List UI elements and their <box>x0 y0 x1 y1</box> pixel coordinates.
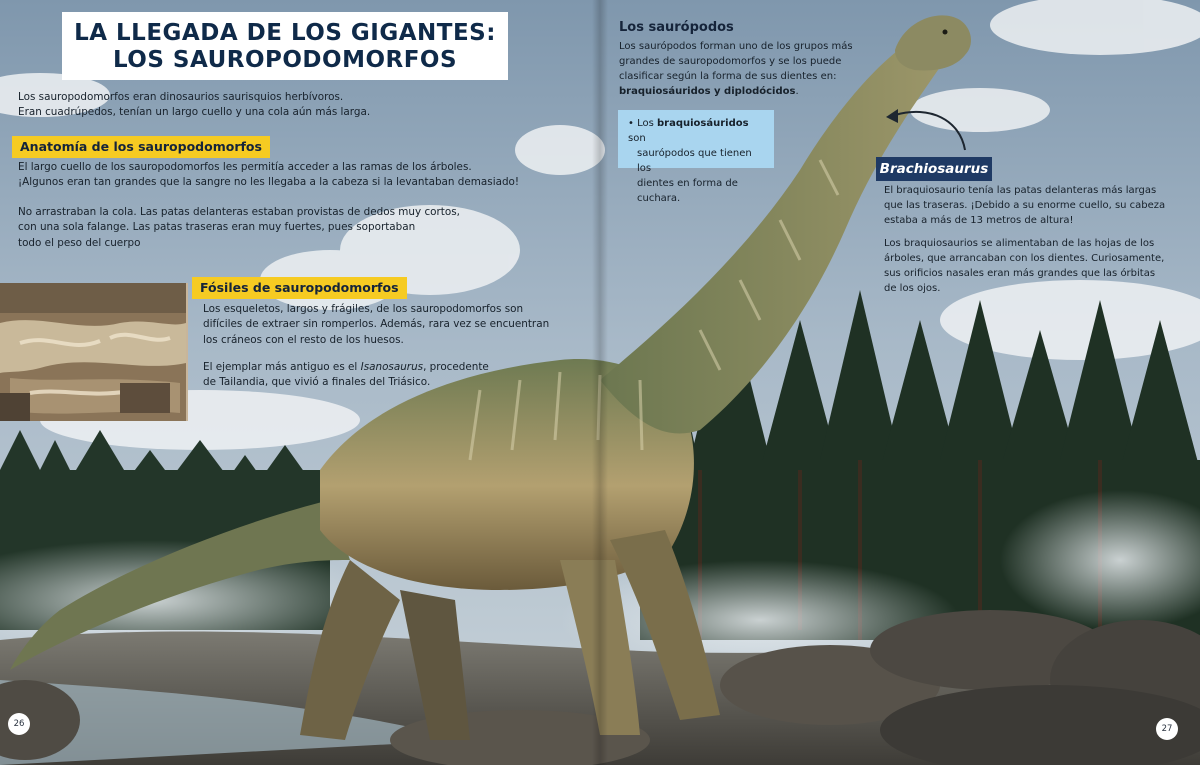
text-span: , procedente <box>423 361 489 373</box>
text-line: estaba a más de 13 metros de altura! <box>884 215 1074 226</box>
text-span: El ejemplar más antiguo es el <box>203 361 361 373</box>
text-span: son <box>628 133 646 144</box>
text-line: saurópodos que tienen los <box>637 148 752 174</box>
anatomy-paragraph-1 <box>18 160 519 191</box>
text-line: Los braquiosaurios se alimentaban de las hojas de los <box>884 238 1155 249</box>
text-line: sus orificios nasales eran más grandes que las órbitas <box>884 268 1156 279</box>
brachio-paragraph-1 <box>884 183 1165 228</box>
text-line: ¡Algunos eran tan grandes que la sangre no les llegaba a la cabeza si la levantaban demasiado! <box>18 176 520 189</box>
page-number-left: 26 <box>8 713 30 735</box>
text-span: • Los <box>628 118 657 129</box>
page-number-right: 27 <box>1156 718 1178 740</box>
text-line: grandes de sauropodomorfos y se los puede <box>619 56 842 67</box>
bold-text: braquiosáuridos y diplodócidos <box>619 86 796 97</box>
title-line-1: LA LLEGADA DE LOS GIGANTES: <box>74 20 496 46</box>
text-line: todo el peso del cuerpo <box>18 236 141 249</box>
text-line: No arrastraban la cola. Las patas delanteras estaban provistas de dedos muy cortos, <box>18 206 460 218</box>
intro-line: Los sauropodomorfos eran dinosaurios saurisquios herbívoros. <box>18 91 344 103</box>
text-line: de Tailandia, que vivió a finales del Triásico. <box>203 376 431 389</box>
text-line: árboles, que arrancaban con los dientes. Curiosamente, <box>884 253 1165 264</box>
text-span: . <box>795 86 799 97</box>
sauropods-heading: Los saurópodos <box>619 20 734 35</box>
text-line: clasificar según la forma de sus dientes en: <box>619 71 837 82</box>
text-line: El braquiosaurio tenía las patas delanteras más largas <box>884 185 1157 196</box>
page-title <box>62 12 508 80</box>
bold-text: braquiosáuridos <box>656 118 749 129</box>
brachiosaurus-tag: Brachiosaurus <box>876 157 992 181</box>
brachio-paragraph-2 <box>884 236 1164 296</box>
text-line: dientes en forma de cuchara. <box>637 178 738 204</box>
text-line: El largo cuello de los sauropodomorfos les permitía acceder a las ramas de los árboles. <box>18 161 472 173</box>
text-line: que las traseras. ¡Debido a su enorme cuello, su cabeza <box>884 200 1166 211</box>
text-line <box>628 116 766 146</box>
fossils-heading: Fósiles de sauropodomorfos <box>192 277 407 299</box>
text-line: los cráneos con el resto de los huesos. <box>203 333 404 346</box>
text-line: Los saurópodos forman uno de los grupos más <box>619 41 853 52</box>
sauropods-text <box>619 39 853 99</box>
fossil-photo <box>0 283 188 421</box>
species-name: Isanosaurus <box>360 361 424 373</box>
intro-text <box>18 90 370 121</box>
intro-line: Eran cuadrúpedos, tenían un largo cuello y una cola aún más larga. <box>18 106 371 119</box>
text-line: Los esqueletos, largos y frágiles, de los sauropodomorfos son <box>203 303 524 315</box>
fossils-paragraph-2 <box>203 360 489 391</box>
title-line-2: LOS SAUROPODOMORFOS <box>112 47 458 73</box>
book-gutter <box>592 0 608 765</box>
text-line: difíciles de extraer sin romperlos. Además, rara vez se encuentran <box>203 318 550 331</box>
brachiosaurid-info-box <box>618 110 774 204</box>
text-line <box>203 360 489 375</box>
text-line: de los ojos. <box>884 283 941 294</box>
anatomy-heading: Anatomía de los sauropodomorfos <box>12 136 270 158</box>
text-line: con una sola falange. Las patas traseras eran muy fuertes, pues soportaban <box>18 221 416 234</box>
text-line <box>619 84 853 99</box>
fossils-paragraph-1 <box>203 302 549 348</box>
anatomy-paragraph-2 <box>18 205 460 251</box>
